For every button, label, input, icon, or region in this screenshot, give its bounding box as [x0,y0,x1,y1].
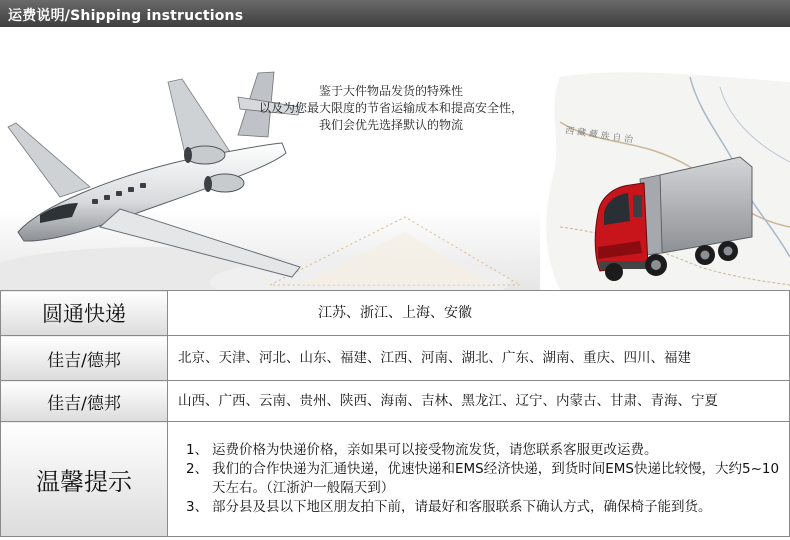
tips-label: 温馨提示 [1,422,168,537]
tip-number: 1、 [186,442,209,458]
tip-number: 2、 [186,461,209,477]
tips-content [168,422,790,537]
map-region-label: 西 藏 藏 族 自 治 [564,126,634,146]
tip-item [186,441,789,460]
banner-line-2: 以及为您最大限度的节省运输成本和提高安全性， [258,101,523,115]
banner-message [236,83,546,134]
table-row [1,422,790,537]
table-row [1,336,790,381]
tip-text: 运费价格为快递价格，亲如果可以接受物流发货，请您联系客服更改运费。 [212,442,658,458]
tip-number: 3、 [186,499,209,515]
region-list: 山西、广西、云南、贵州、陕西、海南、吉林、黑龙江、辽宁、内蒙古、甘肃、青海、宁夏 [168,381,790,422]
banner-illustration [0,27,790,290]
region-list: 江苏、浙江、上海、安徽 [168,291,790,336]
shipping-table [0,290,790,537]
shipping-banner [0,27,790,290]
region-list: 北京、天津、河北、山东、福建、江西、河南、湖北、广东、湖南、重庆、四川、福建 [168,336,790,381]
tip-text: 我们的合作快递为汇通快递，优速快递和EMS经济快递，到货时间EMS快递比较慢，大约5~10天左右。（江浙沪一般隔天到） [212,461,780,496]
table-row [1,381,790,422]
page-title: 运费说明/Shipping instructions [8,8,244,24]
carrier-label: 佳吉/德邦 [1,336,168,381]
header-bar [0,0,790,27]
carrier-label: 圆通快递 [1,291,168,336]
tip-item [186,498,789,517]
banner-line-3: 我们会优先选择默认的物流 [318,118,463,132]
tip-text: 部分县及县以下地区朋友拍下前，请最好和客服联系下确认方式，确保椅子能到货。 [212,499,712,515]
carrier-label: 佳吉/德邦 [1,381,168,422]
table-row [1,291,790,336]
tip-item [186,460,789,498]
banner-line-1: 鉴于大件物品发货的特殊性 [318,84,463,98]
